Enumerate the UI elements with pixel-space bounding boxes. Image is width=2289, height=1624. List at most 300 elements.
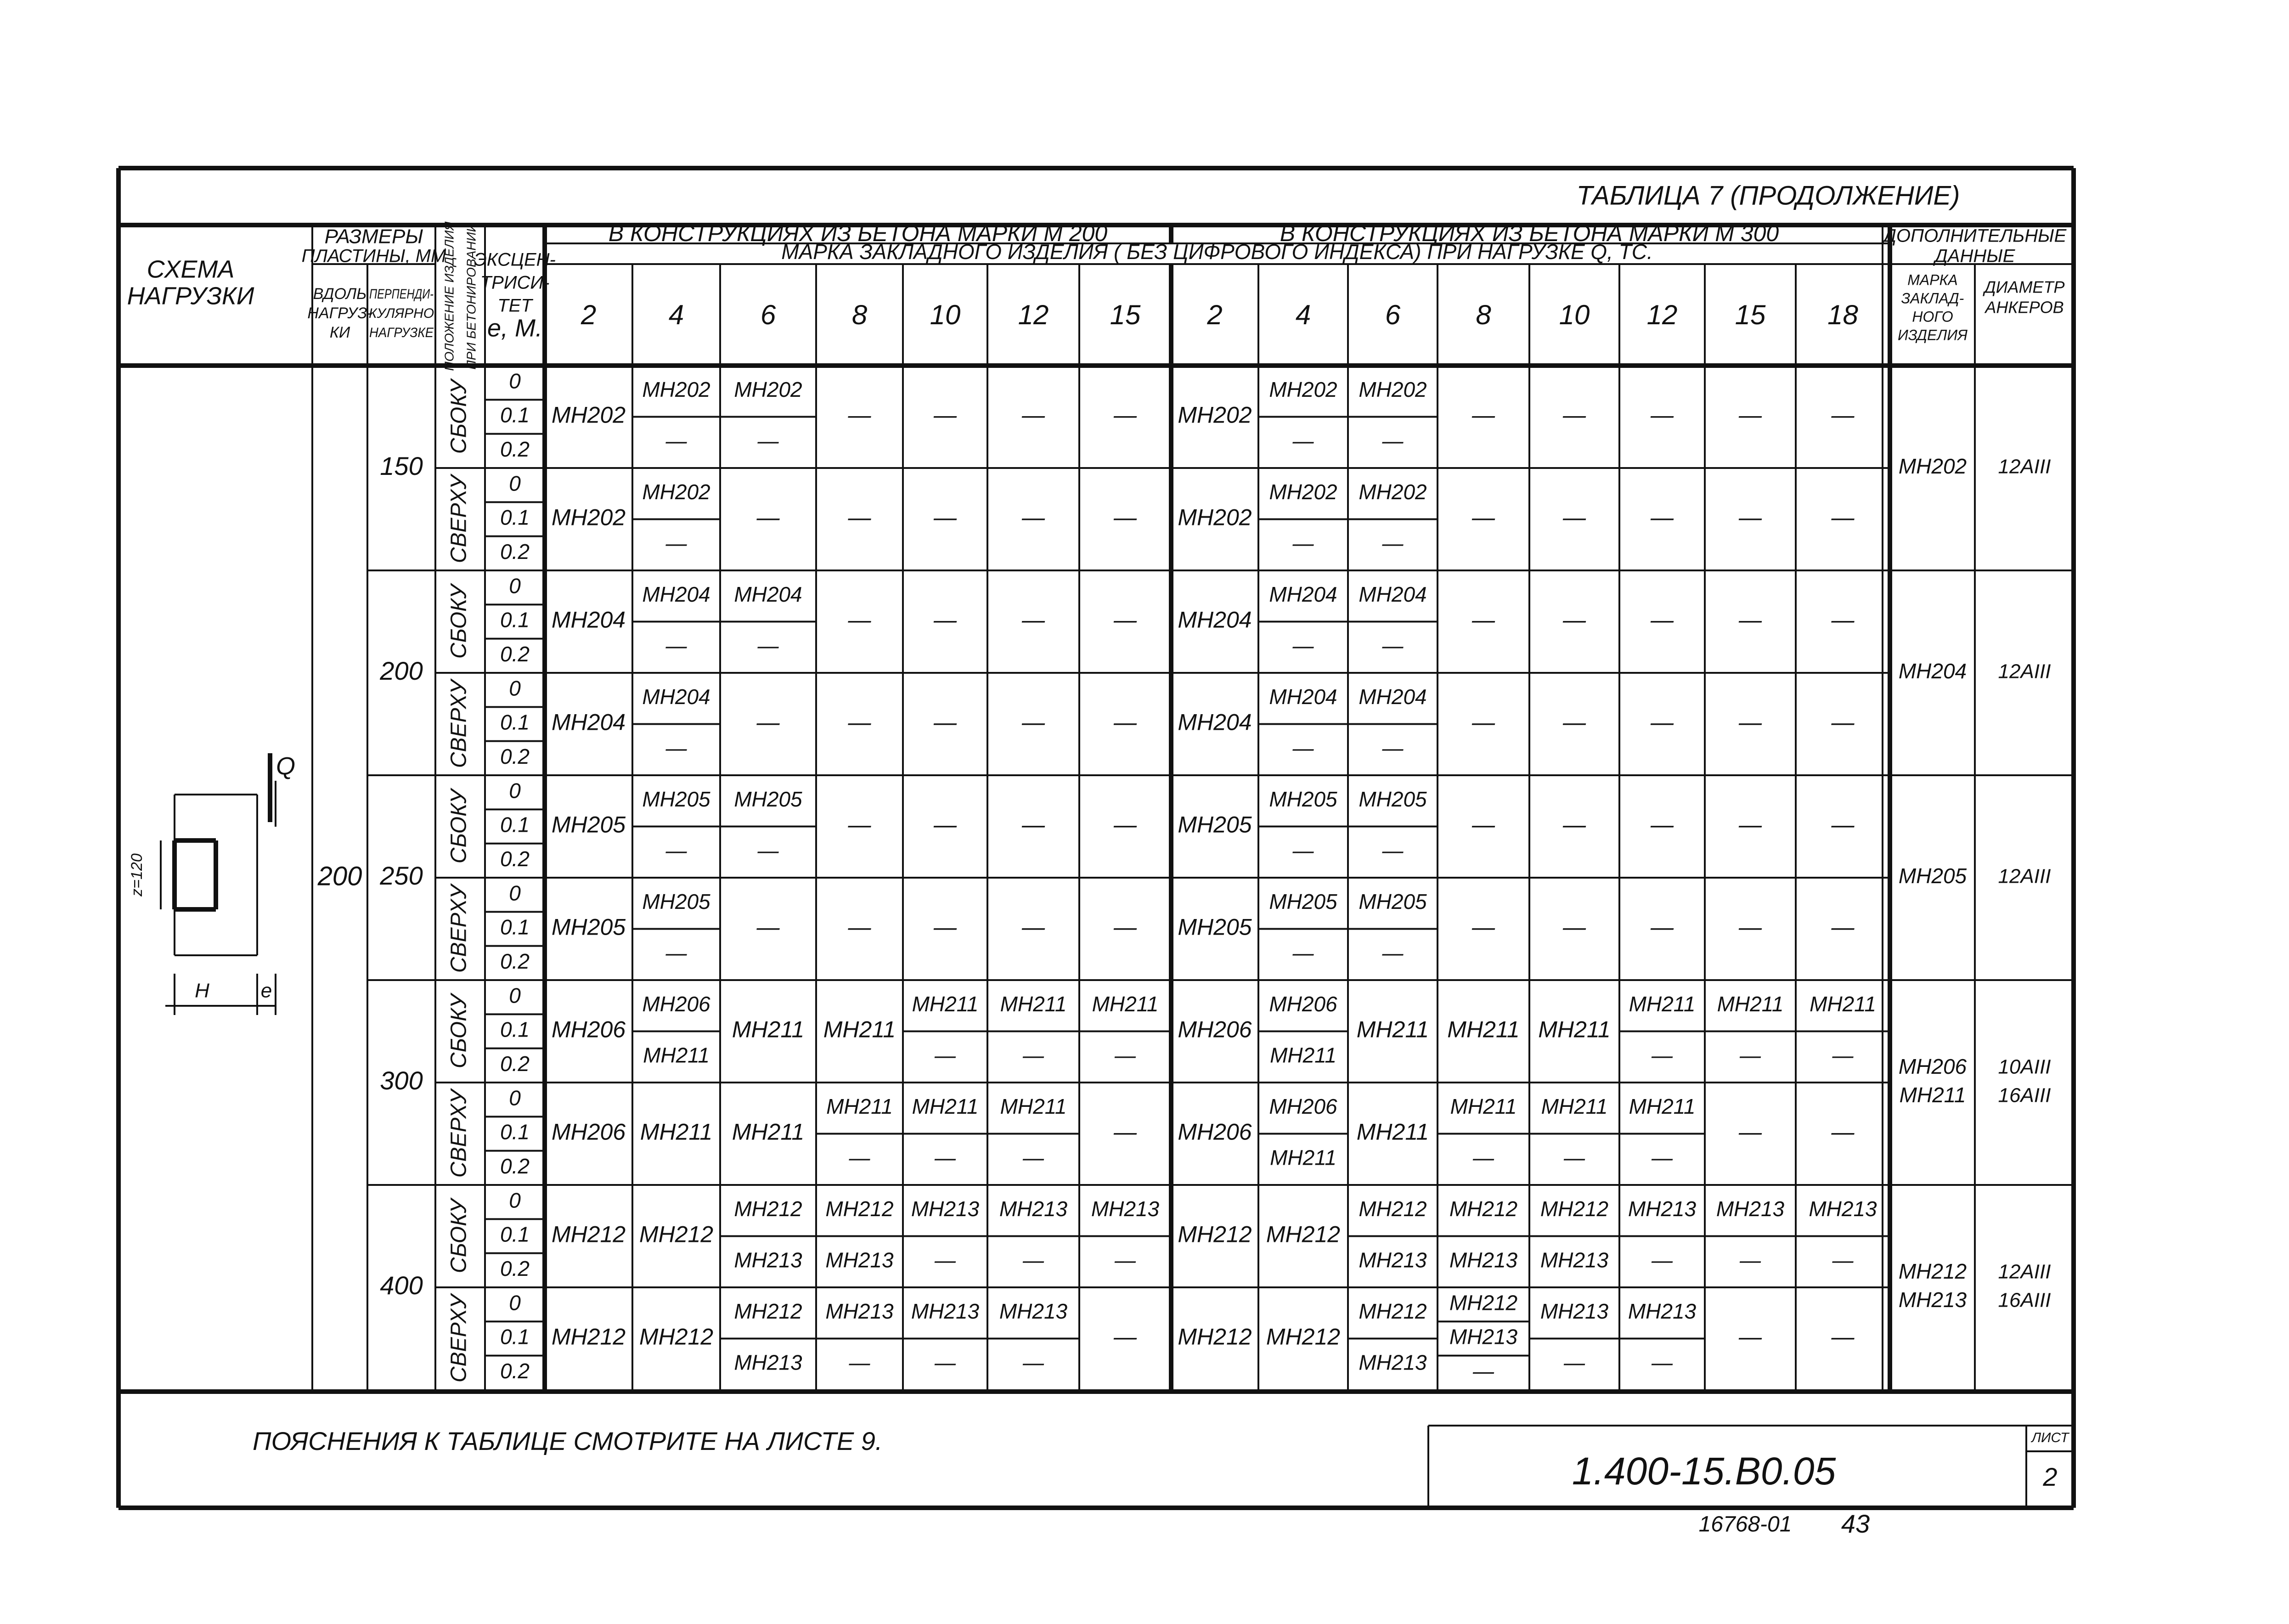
cell-value: МН213 [999,1196,1068,1221]
cell-value: — [1563,504,1586,530]
cell-value: — [1563,914,1586,940]
ecc-value: 0.2 [500,1154,530,1178]
cell-value: — [1022,709,1045,735]
cell-value: — [1115,1043,1136,1067]
cell-value: МН206 [1178,1119,1252,1145]
perp-value: 300 [380,1066,423,1095]
cell-value: — [1563,402,1586,428]
cell-value: — [1382,941,1404,965]
position-label: СВЕРХУ [446,1294,471,1383]
cell-value: МН202 [1269,479,1337,504]
perp-value: 400 [380,1270,423,1300]
cell-value: МН205 [1269,787,1337,811]
cell-value: МН205 [642,889,710,914]
ecc-value: 0.1 [500,812,530,837]
cell-value: — [934,709,957,735]
ecc-value: 0 [509,1291,521,1315]
cell-value: — [1292,838,1314,863]
cell-value: — [1652,1248,1673,1272]
ecc-value: 0 [509,471,521,496]
header-ecc: e, М. [487,314,543,342]
cell-value: МН204 [642,582,710,606]
cell-value: — [1472,402,1495,428]
cell-value: — [1739,607,1762,633]
position-label: СБОКУ [446,379,471,454]
cell-value: МН211 [1447,1016,1520,1043]
cell-value: — [757,838,779,863]
cell-value: — [1831,402,1855,428]
header-grade: МАРКА ЗАКЛАДНОГО ИЗДЕЛИЯ ( БЕЗ ЦИФРОВОГО ИНДЕКСА) ПРИ НАГРУЗКЕ Q, ТС. [781,240,1653,264]
header-schema: НАГРУЗКИ [127,282,254,310]
cell-value: — [1651,812,1674,838]
cell-value: — [1739,709,1762,735]
cell-value: — [1114,1324,1137,1350]
cell-value: МН205 [1359,889,1427,914]
load-header-m300: 6 [1385,299,1401,330]
load-header-m300: 15 [1735,299,1766,330]
extra-mark: МН211 [1899,1083,1966,1107]
position-label: СБОКУ [446,789,471,864]
extra-diam: 12AIII [1998,455,2051,478]
ecc-value: 0.2 [500,437,530,461]
cell-value: МН205 [551,812,626,838]
load-header-m200: 2 [581,299,597,330]
extra-mark: МН213 [1898,1288,1967,1312]
extra-mark: МН206 [1898,1054,1967,1079]
cell-value: МН212 [1266,1221,1341,1247]
cell-value: — [756,709,780,735]
cell-value: — [1472,812,1495,838]
cell-value: МН205 [1178,812,1252,838]
cell-value: — [665,736,687,760]
header-ecc: ТРИСИ- [480,272,550,293]
cell-value: МН211 [912,1094,979,1118]
cell-value: — [1651,504,1674,530]
cell-value: — [934,914,957,940]
cell-value: — [1831,1324,1855,1350]
ecc-value: 0 [509,983,521,1008]
cell-value: МН211 [1450,1094,1517,1118]
page-number: 43 [1841,1509,1870,1538]
cell-value: МН204 [642,684,710,709]
extra-diam: 12AIII [1998,1260,2051,1283]
cell-value: — [1652,1350,1673,1375]
extra-diam: 12AIII [1998,660,2051,683]
cell-value: МН213 [911,1196,980,1221]
cell-value: МН202 [1269,377,1337,401]
load-header-m300: 18 [1827,299,1858,330]
cell-value: — [849,1145,870,1170]
load-header-m200: 6 [760,299,776,330]
cell-value: МН205 [1359,787,1427,811]
footer-note: ПОЯСНЕНИЯ К ТАБЛИЦЕ СМОТРИТЕ НА ЛИСТЕ 9. [253,1426,883,1455]
cell-value: МН213 [1091,1196,1160,1221]
cell-value: МН211 [823,1016,896,1043]
position-label: СВЕРХУ [446,475,471,564]
cell-value: МН204 [1178,709,1252,735]
sketch-e-label: e [260,979,272,1002]
cell-value: МН213 [734,1248,802,1272]
cell-value: — [757,429,779,453]
ecc-value: 0.1 [500,1017,530,1042]
ecc-value: 0 [509,369,521,393]
cell-value: — [1739,1119,1762,1145]
header-along: КИ [329,323,350,341]
cell-value: — [1115,1248,1136,1272]
cell-value: — [1114,504,1137,530]
cell-value: — [1563,607,1586,633]
cell-value: — [935,1248,956,1272]
cell-value: — [1114,402,1137,428]
cell-value: МН206 [551,1016,626,1043]
cell-value: МН206 [551,1119,626,1145]
cell-value: МН211 [1356,1119,1429,1145]
ecc-value: 0.2 [500,642,530,666]
cell-value: МН204 [551,709,626,735]
ecc-value: 0.1 [500,505,530,530]
cell-value: — [757,633,779,658]
cell-value: — [1023,1350,1044,1375]
cell-value: — [1022,812,1045,838]
cell-value: МН213 [1716,1196,1785,1221]
cell-value: МН211 [732,1016,805,1043]
cell-value: МН212 [734,1299,802,1323]
load-header-m200: 8 [851,299,868,330]
cell-value: МН212 [1178,1221,1252,1247]
header-along: ВДОЛЬ [313,285,367,303]
cell-value: — [1023,1248,1044,1272]
cell-value: МН202 [1359,479,1427,504]
cell-value: МН211 [912,992,979,1016]
cell-value: МН212 [1449,1196,1518,1221]
cell-value: МН202 [1359,377,1427,401]
cell-value: — [1382,633,1404,658]
cell-value: МН206 [642,992,710,1016]
cell-value: МН212 [1359,1196,1427,1221]
cell-value: — [1564,1145,1585,1170]
cell-value: — [1292,736,1314,760]
cell-value: — [935,1043,956,1067]
cell-value: — [1022,504,1045,530]
cell-value: — [1652,1145,1673,1170]
cell-value: — [1739,812,1762,838]
cell-value: МН213 [1540,1248,1609,1272]
extra-diam: 16AIII [1998,1084,2051,1107]
cell-value: — [665,429,687,453]
ecc-value: 0.1 [500,608,530,632]
cell-value: МН205 [551,914,626,940]
extra-diam: 10AIII [1998,1055,2051,1078]
cell-value: — [1292,531,1314,555]
cell-value: МН212 [1540,1196,1609,1221]
load-header-m300: 8 [1476,299,1491,330]
cell-value: МН211 [732,1119,805,1145]
cell-value: МН206 [1269,992,1337,1016]
cell-value: — [1473,1359,1494,1383]
cell-value: — [1473,1145,1494,1170]
cell-value: МН204 [1359,582,1427,606]
cell-value: — [665,531,687,555]
cell-value: МН202 [1178,504,1252,530]
cell-value: — [1651,709,1674,735]
cell-value: МН212 [639,1324,714,1350]
perp-value: 150 [380,451,423,480]
cell-value: МН202 [551,402,626,428]
header-diam: ДИАМЕТР [1984,277,2065,297]
cell-value: — [1739,504,1762,530]
cell-value: МН212 [1266,1324,1341,1350]
position-label: СБОКУ [446,584,471,659]
cell-value: — [1651,914,1674,940]
cell-value: МН211 [1629,992,1696,1016]
cell-value: — [1739,1324,1762,1350]
cell-value: МН213 [999,1299,1068,1323]
cell-value: МН212 [1359,1299,1427,1323]
cell-value: МН211 [1270,1145,1336,1170]
cell-value: — [1472,504,1495,530]
doc-code: 1.400-15.В0.05 [1572,1449,1836,1493]
sketch-z-label: z=120 [128,853,146,897]
cell-value: — [1114,709,1137,735]
cell-value: МН205 [1178,914,1252,940]
table-title: ТАБЛИЦА 7 (ПРОДОЛЖЕНИЕ) [1576,180,1960,211]
ecc-value: 0 [509,1188,521,1212]
cell-value: — [1739,914,1762,940]
cell-value: — [1292,941,1314,965]
cell-value: — [1831,914,1855,940]
cell-value: МН211 [1810,992,1876,1016]
header-perp: ПЕРПЕНДИ- [369,286,434,302]
cell-value: — [1652,1043,1673,1067]
cell-value: МН211 [640,1119,713,1145]
cell-value: — [848,914,871,940]
cell-value: — [848,504,871,530]
cell-value: — [1472,607,1495,633]
perp-value: 200 [380,656,423,685]
load-header-m300: 4 [1295,299,1311,330]
sheet-number: 2 [2043,1462,2058,1491]
extra-mark: МН205 [1898,864,1967,888]
ecc-value: 0.2 [500,539,530,564]
position-label: СВЕРХУ [446,680,471,768]
header-mark: ИЗДЕЛИЯ [1898,327,1968,344]
ecc-value: 0.1 [500,403,530,427]
cell-value: МН202 [642,377,710,401]
cell-value: МН213 [825,1299,894,1323]
cell-value: МН213 [1628,1299,1697,1323]
cell-value: — [1740,1043,1761,1067]
header-position: ПРИ БЕТОНИРОВАНИИ [464,223,479,370]
cell-value: МН211 [1356,1016,1429,1043]
cell-value: МН212 [734,1196,802,1221]
cell-value: — [1382,429,1404,453]
header-extra: ДАННЫЕ [1934,246,2015,266]
ecc-value: 0.2 [500,744,530,768]
cell-value: — [1022,914,1045,940]
extra-mark: МН202 [1898,454,1967,479]
header-ecc: ТЕТ [497,295,532,316]
ecc-value: 0.2 [500,1256,530,1280]
cell-value: — [1022,607,1045,633]
cell-value: МН213 [1628,1196,1697,1221]
position-label: СВЕРХУ [446,885,471,973]
perp-value: 250 [380,861,423,890]
header-schema: СХЕМА [147,255,235,283]
cell-value: — [665,941,687,965]
sketch-q-label: Q [276,752,296,780]
ecc-value: 0 [509,778,521,803]
header-ecc: ЭКСЦЕН- [474,249,556,270]
ecc-value: 0.2 [500,1051,530,1076]
position-label: СБОКУ [446,994,471,1069]
cell-value: — [1114,1119,1137,1145]
cell-value: — [935,1145,956,1170]
cell-value: — [665,838,687,863]
header-mark: НОГО [1912,308,1953,325]
cell-value: — [1739,402,1762,428]
extra-diam: 12AIII [1998,865,2051,888]
cell-value: — [1292,429,1314,453]
load-header-m300: 12 [1646,299,1678,330]
cell-value: МН205 [734,787,802,811]
cell-value: — [1740,1248,1761,1272]
ecc-value: 0.2 [500,846,530,871]
cell-value: — [756,504,780,530]
ecc-value: 0.2 [500,1359,530,1383]
cell-value: МН204 [1178,607,1252,633]
header-mark: ЗАКЛАД- [1901,290,1964,307]
cell-value: — [1563,709,1586,735]
header-sizes: РАЗМЕРЫ [324,225,423,248]
load-header-m200: 4 [668,299,684,330]
header-mark: МАРКА [1907,271,1958,288]
load-header-m200: 15 [1110,299,1141,330]
cell-value: МН212 [1449,1291,1518,1315]
ecc-value: 0 [509,1086,521,1110]
cell-value: МН204 [1359,684,1427,709]
cell-value: — [934,504,957,530]
cell-value: МН213 [825,1248,894,1272]
cell-value: МН213 [734,1350,802,1375]
cell-value: МН212 [1178,1324,1252,1350]
cell-value: МН213 [1809,1196,1877,1221]
cell-value: МН204 [1269,582,1337,606]
cell-value: МН212 [551,1221,626,1247]
header-sizes: ПЛАСТИНЫ, ММ [301,246,446,266]
cell-value: МН213 [1359,1350,1427,1375]
cell-value: — [1831,607,1855,633]
position-label: СБОКУ [446,1199,471,1274]
cell-value: — [1831,709,1855,735]
cell-value: МН211 [826,1094,893,1118]
cell-value: МН213 [1449,1248,1518,1272]
cell-value: МН211 [1629,1094,1696,1118]
cell-value: — [1022,402,1045,428]
ecc-value: 0.2 [500,949,530,973]
cell-value: — [1831,812,1855,838]
cell-value: — [1832,1043,1854,1067]
cell-value: МН211 [1000,992,1067,1016]
header-position: ПОЛОЖЕНИЕ ИЗДЕЛИЯ [442,221,457,371]
position-label: СВЕРХУ [446,1089,471,1178]
load-header-m200: 12 [1018,299,1049,330]
header-diam: АНКЕРОВ [1985,298,2064,317]
ecc-value: 0.1 [500,915,530,939]
cell-value: МН211 [1000,1094,1067,1118]
cell-value: МН213 [1359,1248,1427,1272]
load-header-m200: 10 [930,299,961,330]
cell-value: МН205 [1269,889,1337,914]
cell-value: — [1832,1248,1854,1272]
cell-value: — [848,709,871,735]
cell-value: — [848,402,871,428]
cell-value: — [1023,1145,1044,1170]
cell-value: — [1382,736,1404,760]
cell-value: — [1382,531,1404,555]
sheet-label: ЛИСТ [2031,1430,2069,1445]
cell-value: — [1472,914,1495,940]
cell-value: МН204 [734,582,802,606]
cell-value: МН206 [1178,1016,1252,1043]
cell-value: — [1114,914,1137,940]
cell-value: МН211 [1092,992,1159,1016]
extra-mark: МН204 [1898,659,1967,683]
cell-value: — [756,914,780,940]
cell-value: МН202 [734,377,802,401]
cell-value: МН211 [1538,1016,1611,1043]
cell-value: — [1114,607,1137,633]
cell-value: МН213 [911,1299,980,1323]
cell-value: МН212 [825,1196,894,1221]
cell-value: МН213 [1540,1299,1609,1323]
cell-value: — [1564,1350,1585,1375]
cell-value: МН204 [551,607,626,633]
cell-value: — [849,1350,870,1375]
cell-value: — [1382,838,1404,863]
cell-value: — [665,633,687,658]
ecc-value: 0.1 [500,1222,530,1246]
cell-value: МН211 [1717,992,1784,1016]
archive-number: 16768-01 [1698,1512,1792,1537]
cell-value: — [934,812,957,838]
cell-value: — [848,812,871,838]
cell-value: — [848,607,871,633]
cell-value: МН211 [1270,1043,1336,1067]
load-header-m300: 2 [1207,299,1223,330]
cell-value: — [934,402,957,428]
extra-diam: 16AIII [1998,1289,2051,1312]
cell-value: — [1651,607,1674,633]
header-m300: В КОНСТРУКЦИЯХ ИЗ БЕТОНА МАРКИ М 300 [1280,220,1779,247]
cell-value: МН202 [551,504,626,530]
cell-value: — [935,1350,956,1375]
cell-value: — [1651,402,1674,428]
cell-value: — [1023,1043,1044,1067]
ecc-value: 0 [509,574,521,598]
ecc-value: 0.1 [500,710,530,734]
cell-value: МН206 [1269,1094,1337,1118]
cell-value: — [1563,812,1586,838]
cell-value: МН205 [642,787,710,811]
cell-value: МН204 [1269,684,1337,709]
cell-value: МН213 [1449,1325,1518,1349]
cell-value: — [1292,633,1314,658]
header-perp: КУЛЯРНО [368,305,434,321]
header-m200: В КОНСТРУКЦИЯХ ИЗ БЕТОНА МАРКИ М 200 [608,220,1108,247]
cell-value: МН202 [1178,402,1252,428]
header-along: НАГРУЗ- [307,304,372,322]
header-perp: НАГРУЗКЕ [369,325,434,340]
